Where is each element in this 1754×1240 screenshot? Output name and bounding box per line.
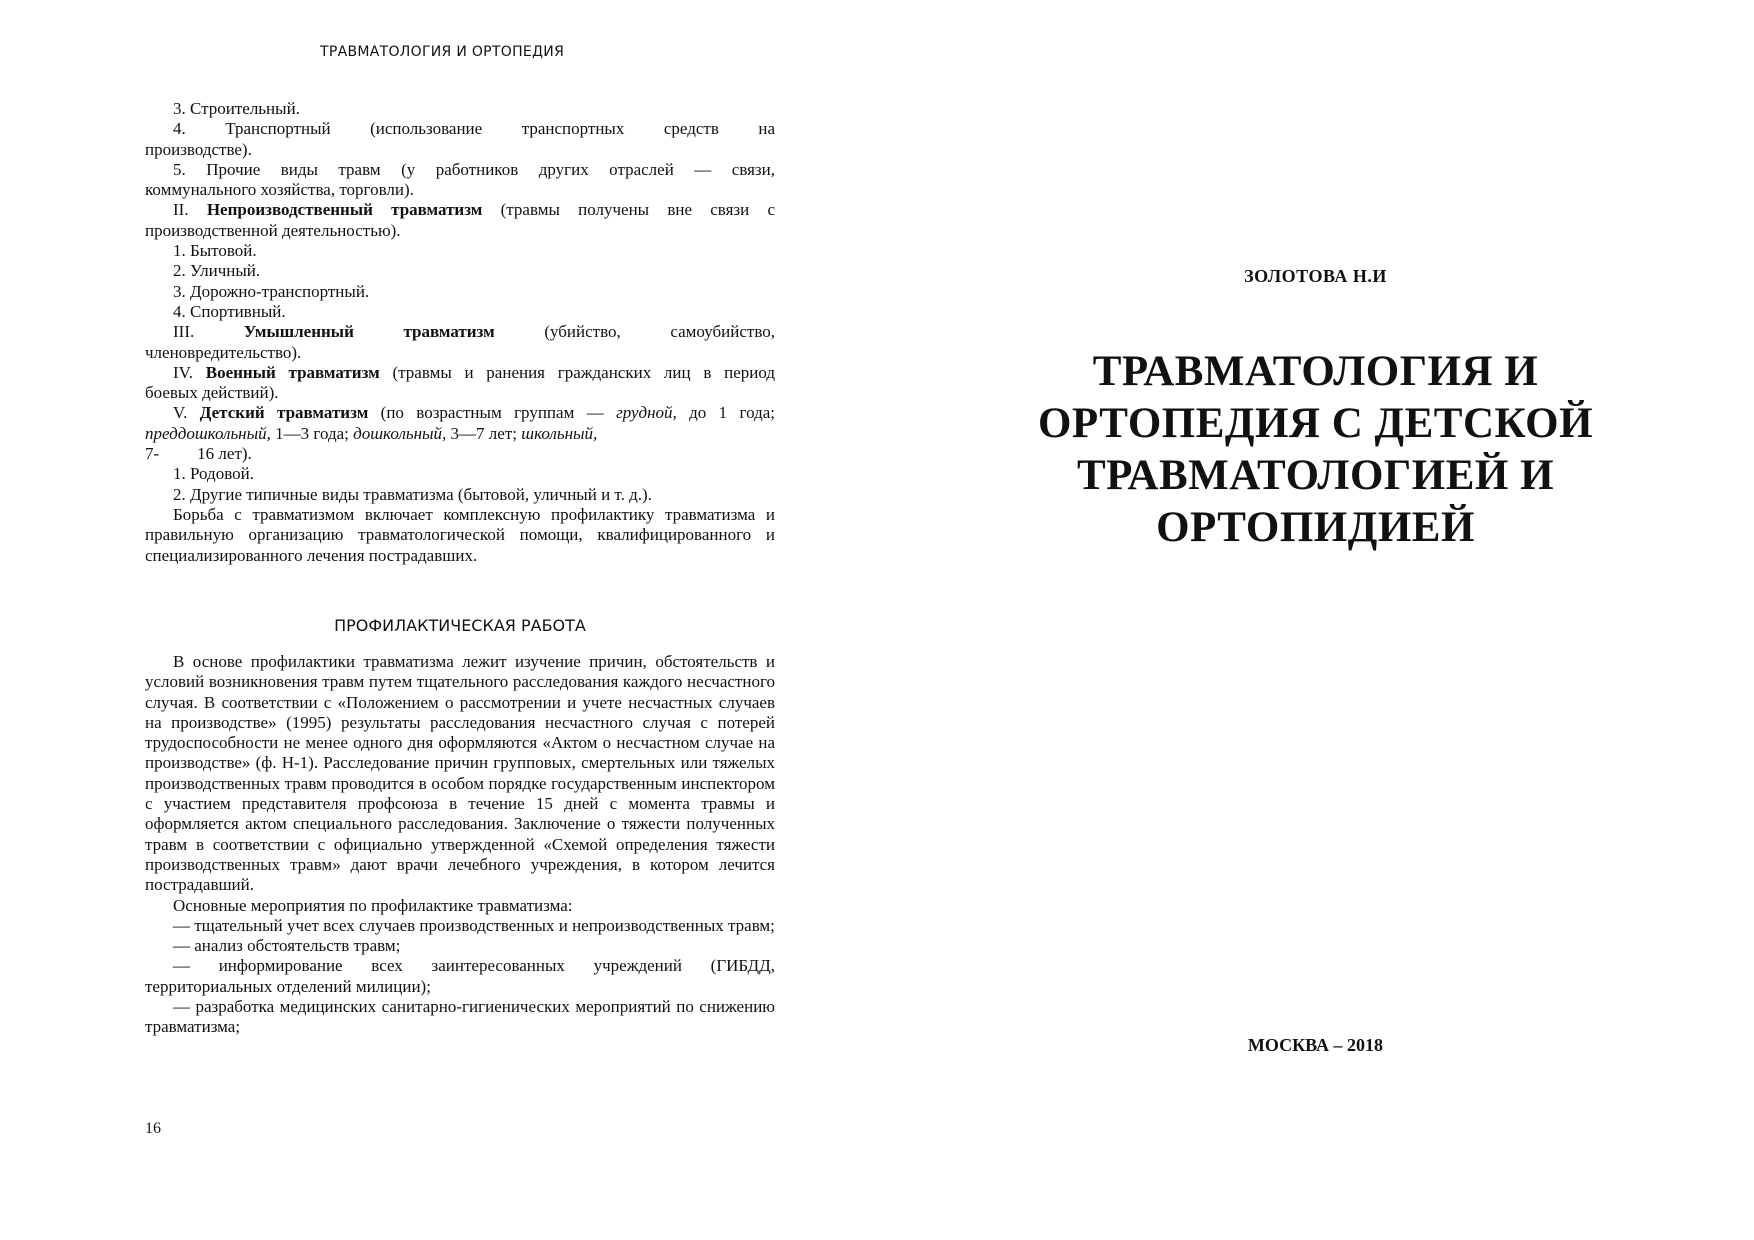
category-term: Непроизводственный травматизм <box>206 200 483 220</box>
list-item: 2. Уличный. <box>173 261 261 281</box>
list-item-continuation: производстве). <box>145 139 252 159</box>
category-term: Военный травматизм <box>205 362 380 382</box>
measure-item: — тщательный учет всех случаев производственных и непроизводственных травм; <box>173 915 775 935</box>
list-item: 3. Дорожно-транспортный. <box>173 281 370 301</box>
category-continuation: производственной деятельностью). <box>145 220 401 240</box>
page-number: 16 <box>145 1120 161 1137</box>
measure-item: — информирование всех заинтересованных учреждений (ГИБДД, территориальных отделений милиции); <box>145 956 775 996</box>
prevention-paragraph: В основе профилактики травматизма лежит изучение причин, обстоятельств и условий возникновения травм путем тщательного расследования каждого несчастного случая. В соответствии с «Положением о рассмотрении и учете несчастных случаев на производстве» (1995) результаты расследования несчастного случая с потерей трудоспособности не менее одного дня оформляются «Актом о несчастном случае на производстве» (ф. Н-1). Расследование причин групповых, смертельных или тяжелых производственных травм проводится в особом порядке государственным инспектором с участием представителя профсоюза в течение 15 дней с момента травмы и оформляется актом специального расследования. Заключение о тяжести полученных травм в соответствии с официально утвержденной «Схемой определения тяжести производственных травм» дают врачи лечебного учреждения, в котором лечится пострадавший. <box>145 652 775 895</box>
list-item-continuation: коммунального хозяйства, торговли). <box>145 180 414 200</box>
title-line: ТРАВМАТОЛОГИЕЙ И <box>1076 452 1555 499</box>
category-continuation: преддошкольный, 1—3 года; дошкольный, 3—7 лет; школьный, <box>145 423 598 443</box>
list-item: 2. Другие типичные виды травматизма (бытовой, уличный и т. д.). <box>173 484 652 504</box>
author-name: ЗОЛОТОВА Н.И <box>1244 266 1387 286</box>
measures-intro: Основные мероприятия по профилактике травматизма: <box>173 895 573 915</box>
title-line: ОРТОПИДИЕЙ <box>1156 504 1475 551</box>
closing-paragraph: Борьба с травматизмом включает комплексную профилактику травматизма и правильную организацию травматологической помощи, квалифицированного и специализированного лечения пострадавших. <box>145 504 775 565</box>
category-continuation: членовредительство). <box>145 342 302 362</box>
list-item: 4. Транспортный (использование транспортных средств на <box>173 119 775 139</box>
category-heading: V. Детский травматизм (по возрастным группам — грудной, до 1 года; <box>173 403 776 423</box>
list-item: 1. Родовой. <box>173 464 254 484</box>
category-heading: II. Непроизводственный травматизм (травмы получены вне связи с <box>173 200 775 220</box>
section-heading: ПРОФИЛАКТИЧЕСКАЯ РАБОТА <box>334 616 586 635</box>
category-term: Умышленный травматизм <box>243 322 495 342</box>
category-continuation: боевых действий). <box>145 383 279 403</box>
book-title <box>877 346 1754 554</box>
category-term: Детский травматизм <box>199 403 369 423</box>
list-item: 3. Строительный. <box>173 99 300 118</box>
measure-item: — анализ обстоятельств травм; <box>173 936 401 956</box>
title-line: ТРАВМАТОЛОГИЯ И <box>1092 348 1539 395</box>
list-item: 4. Спортивный. <box>173 301 286 321</box>
right-page <box>877 0 1754 1240</box>
list-item: 1. Бытовой. <box>173 241 257 261</box>
title-line: ОРТОПЕДИЯ С ДЕТСКОЙ <box>1037 400 1594 447</box>
imprint: МОСКВА – 2018 <box>1247 1035 1384 1055</box>
text-column-top <box>145 99 775 566</box>
category-continuation: 7- 16 лет). <box>145 444 252 464</box>
text-column-bottom <box>145 652 775 1038</box>
category-heading: III. Умышленный травматизм (убийство, самоубийство, <box>173 322 776 342</box>
category-heading: IV. Военный травматизм (травмы и ранения гражданских лиц в период <box>173 362 775 382</box>
list-item: 5. Прочие виды травм (у работников других отраслей — связи, <box>173 159 775 179</box>
running-head: ТРАВМАТОЛОГИЯ И ОРТОПЕДИЯ <box>320 44 565 60</box>
measure-item: — разработка медицинских санитарно-гигиенических мероприятий по снижению травматизма; <box>145 997 775 1037</box>
